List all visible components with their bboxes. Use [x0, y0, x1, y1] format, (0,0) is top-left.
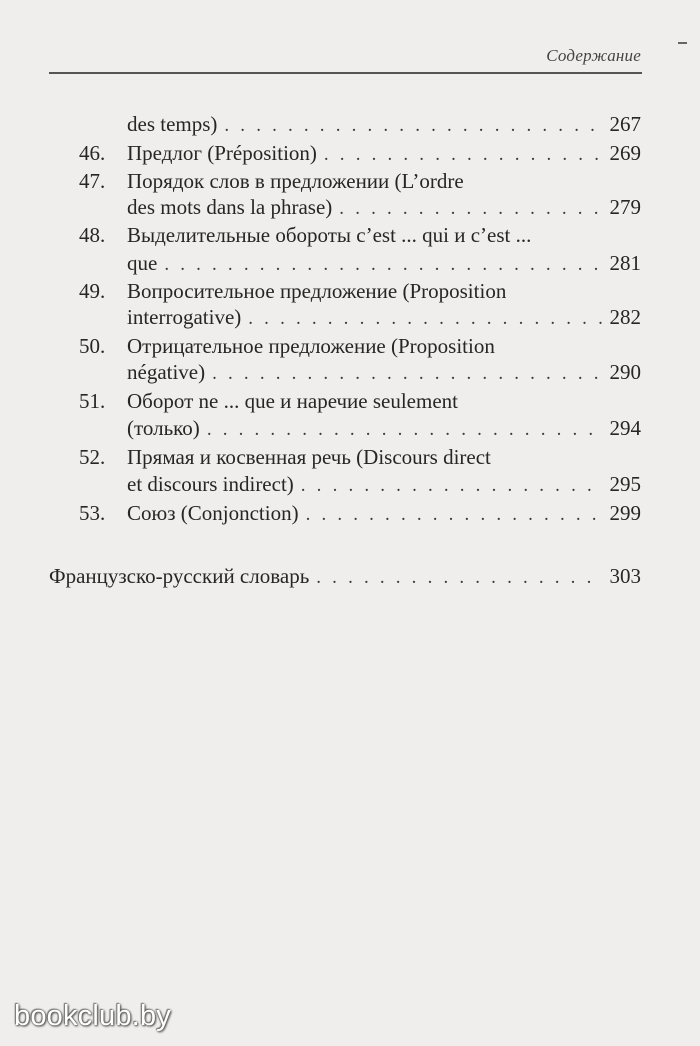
toc-entry-text: Прямая и косвенная речь (Discours direct: [127, 445, 491, 469]
toc-entry-text: interrogative): [127, 305, 242, 329]
toc-entry-text: que: [127, 251, 158, 275]
toc-entry-text: Оборот ne ... que и наречие seulement: [127, 389, 458, 413]
toc-entry-text: (только): [127, 416, 200, 440]
toc-entry-47-cont: [0, 192, 641, 222]
toc-entry-text: des temps): [127, 112, 218, 136]
toc-entry-50-cont: [0, 357, 641, 387]
toc-entry-text: Отрицательное предложение (Proposition: [127, 334, 495, 358]
header-rule: [49, 72, 642, 74]
toc-entry-text: Союз (Conjonction): [127, 501, 299, 525]
dot-leader: [207, 415, 602, 445]
toc-entry-number: 50.: [79, 334, 106, 358]
toc-entry-number: 53.: [79, 501, 106, 525]
toc-page-number: 279: [609, 195, 641, 219]
corner-mark: [678, 42, 687, 44]
dot-leader: [224, 111, 601, 141]
dot-leader: [316, 563, 601, 593]
toc-entry-text: et discours indirect): [127, 472, 294, 496]
toc-entry-number: 48.: [79, 223, 106, 247]
running-head: Содержание: [546, 46, 641, 65]
toc-entry-text: Вопросительное предложение (Proposition: [127, 279, 507, 303]
toc-entry-53: [0, 498, 641, 528]
toc-entry-number: 46.: [79, 141, 106, 165]
toc-page-number: 281: [609, 251, 641, 275]
toc-page-number: 295: [609, 472, 641, 496]
toc-entry-text: Предлог (Préposition): [127, 141, 317, 165]
toc-page-number: 299: [609, 501, 641, 525]
toc-page-number: 282: [609, 305, 641, 329]
toc-page-number: 267: [609, 112, 641, 136]
toc-entry-text: Порядок слов в предложении (L’ordre: [127, 169, 464, 193]
toc-page-number: 303: [609, 564, 641, 588]
watermark: bookclub.by: [14, 1000, 171, 1032]
dot-leader: [212, 359, 601, 389]
toc-entry-number: 51.: [79, 389, 106, 413]
toc-entry-number: 49.: [79, 279, 106, 303]
toc-page-number: 294: [609, 416, 641, 440]
toc-page-number: 269: [609, 141, 641, 165]
toc-entry-51-cont: [0, 413, 641, 443]
toc-entry-text: des mots dans la phrase): [127, 195, 333, 219]
dot-leader: [301, 471, 602, 501]
toc-entry-48-cont: [0, 248, 641, 278]
toc-entry-text: Выделительные обороты c’est ... qui и c’est ...: [127, 223, 532, 247]
dot-leader: [248, 304, 601, 334]
toc-entry-dictionary: [0, 561, 641, 591]
toc-entry-continued: [0, 109, 641, 139]
dot-leader: [306, 500, 602, 530]
toc-entry-text: Французско-русский словарь: [49, 564, 310, 588]
toc-entry-52-cont: [0, 469, 641, 499]
toc-entry-text: négative): [127, 360, 206, 384]
toc-entry-49-cont: [0, 302, 641, 332]
toc-entry-46: [0, 138, 641, 168]
toc-page-number: 290: [609, 360, 641, 384]
toc-entry-number: 47.: [79, 169, 106, 193]
toc-entry-number: 52.: [79, 445, 106, 469]
